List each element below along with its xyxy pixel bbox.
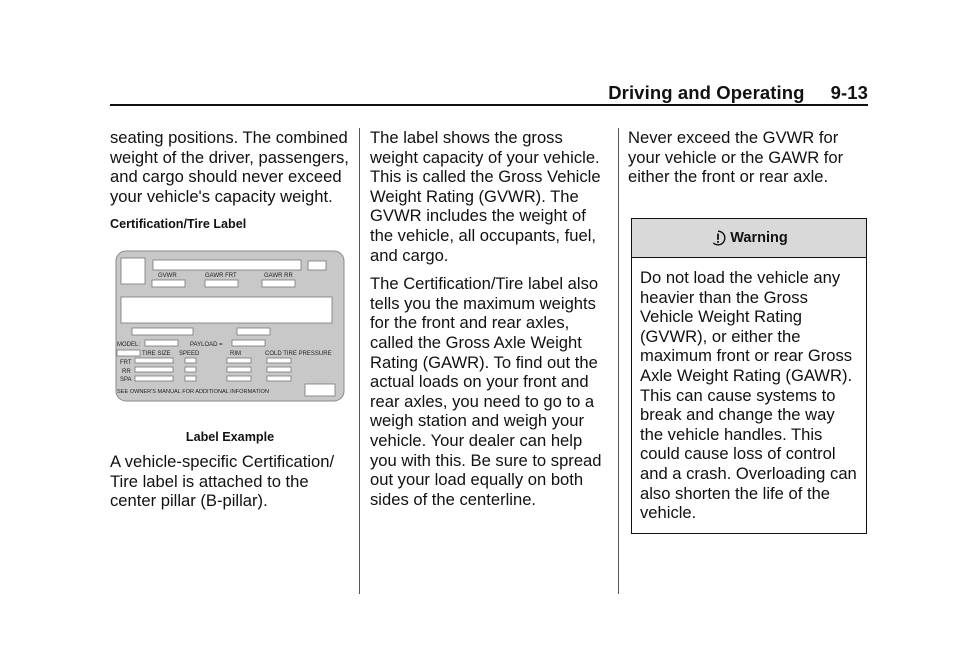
fig-gawr-rr: GAWR RR	[264, 273, 293, 279]
certification-label-figure	[115, 250, 345, 402]
fig-rim: RIM	[230, 351, 241, 357]
warning-box	[631, 218, 867, 534]
warning-title: Warning	[730, 230, 788, 246]
warning-header	[632, 219, 866, 258]
column-3	[628, 128, 868, 196]
col1-paragraph: seating positions. The combined weight of the driver, passengers, and cargo should never exceed your vehicle's capacity weight.	[110, 128, 349, 206]
fig-gvwr: GVWR	[158, 273, 177, 279]
figure-caption: Label Example	[185, 430, 275, 444]
page-number: 9-13	[830, 82, 868, 103]
col2-paragraph-1: The label shows the gross weight capacity of your vehicle. This is called the Gross Vehicle Weight Rating (GVWR). The GVWR includes the weight of the vehicle, all occupants, fuel, and cargo.	[370, 128, 601, 265]
column-divider-2	[618, 128, 619, 594]
fig-model: MODEL:	[117, 342, 141, 348]
warning-icon	[710, 230, 726, 246]
fig-gawr-frt: GAWR FRT	[205, 273, 237, 279]
fig-rr: RR	[122, 369, 131, 375]
fig-tire-size: TIRE SIZE	[142, 351, 171, 357]
fig-speed: SPEED	[179, 351, 200, 357]
col3-paragraph: Never exceed the GVWR for your vehicle or the GAWR for either the front or rear axle.	[628, 128, 844, 187]
column-2	[370, 128, 610, 518]
fig-footer: SEE OWNER'S MANUAL FOR ADDITIONAL INFORMATION	[117, 389, 269, 395]
col2-paragraph-2: The Certification/Tire label also tells you the maximum weights for the front and rear axles, called the Gross Axle Weight Rating (GAWR). To find out the actual loads on your front and rear axles, you need to go to a weigh station and weigh your vehicle. Your dealer can help you with this. Be sure to spread out your load equally on both sides of the centerline.	[370, 274, 602, 509]
fig-payload: PAYLOAD =	[190, 342, 223, 348]
column-1-lower	[110, 452, 350, 511]
subheading-cert-label: Certification/Tire Label	[110, 217, 247, 232]
warning-text: Do not load the vehicle any heavier than the Gross Vehicle Weight Rating (GVWR), or either the maximum front or rear Gross Axle Weight Rating (GAWR). This can cause systems to break and change the way the vehicle handles. This could cause loss of control and a crash. Overloading can also shorten the life of the vehicle.	[640, 268, 857, 523]
column-1	[110, 128, 350, 244]
fig-frt: FRT	[120, 360, 132, 366]
col1-paragraph-2: A vehicle-specific Certification/ Tire label is attached to the center pillar (B-pillar).	[110, 452, 335, 511]
page-header	[608, 82, 868, 104]
fig-spa: SPA	[120, 377, 132, 383]
fig-cold-pressure: COLD TIRE PRESSURE	[265, 351, 332, 357]
header-rule	[110, 104, 868, 106]
column-divider-1	[359, 128, 360, 594]
section-title: Driving and Operating	[608, 82, 805, 103]
